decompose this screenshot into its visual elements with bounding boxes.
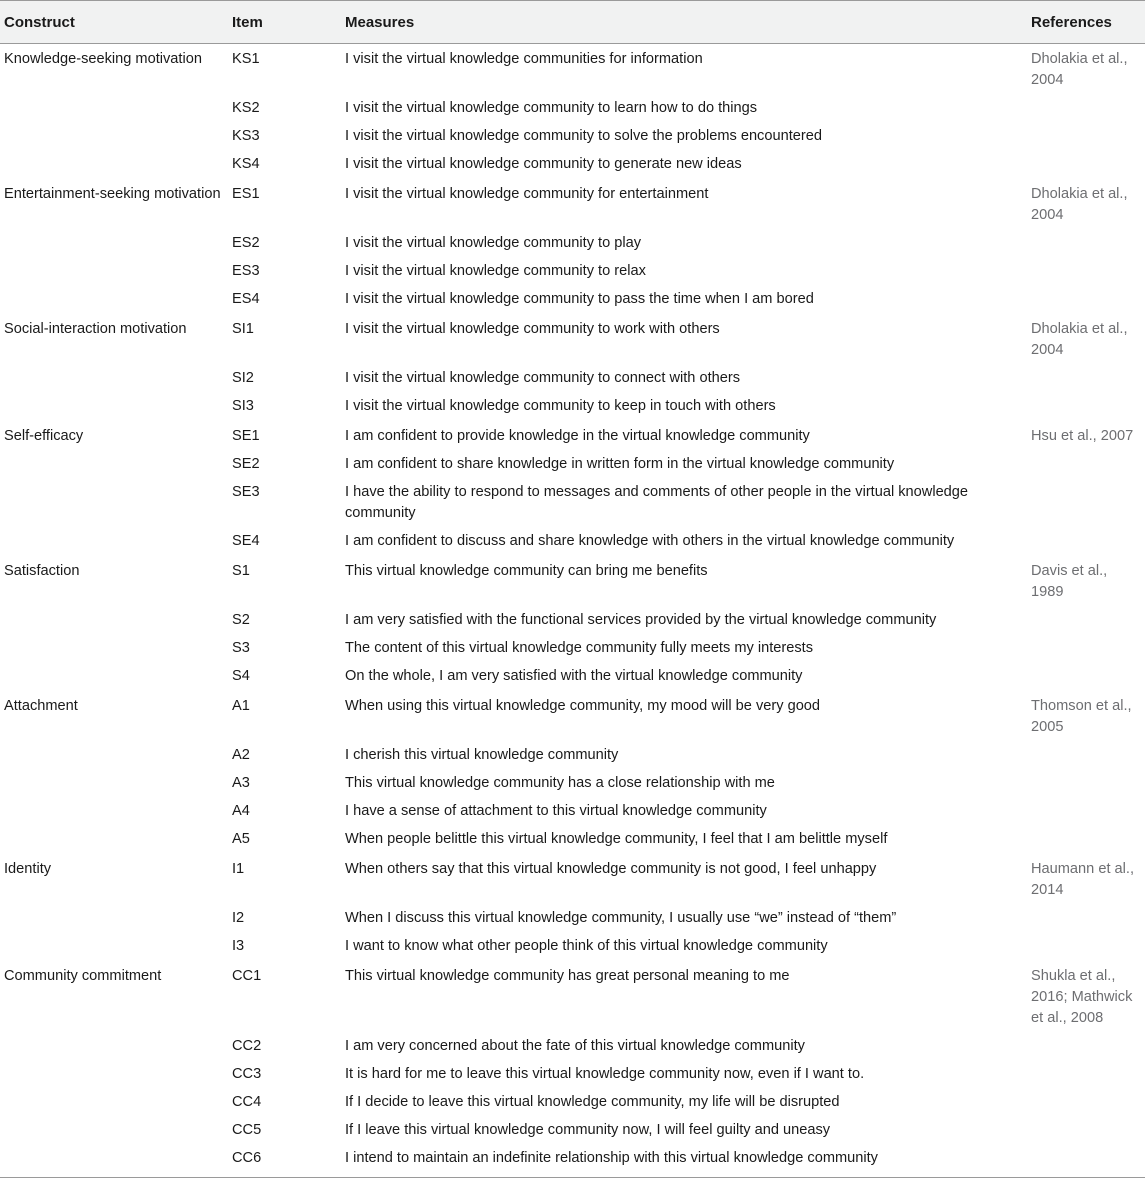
reference-cell	[1027, 663, 1145, 691]
table-row	[0, 607, 1145, 635]
construct-cell	[0, 663, 228, 691]
construct-cell	[0, 1117, 228, 1145]
table-row	[0, 1033, 1145, 1061]
reference-cell	[1027, 95, 1145, 123]
measure-cell: I am confident to discuss and share knowledge with others in the virtual knowledge community	[345, 533, 955, 549]
construct-cell: Entertainment-seeking motivation	[4, 186, 221, 202]
construct-cell	[0, 635, 228, 663]
construct-cell	[0, 258, 228, 286]
reference-cell	[1027, 770, 1145, 798]
table-row	[0, 961, 1145, 1033]
measure-cell: I have the ability to respond to messages and comments of other people in the virtual knowledge community	[345, 484, 969, 521]
reference-cell: Haumann et al., 2014	[1031, 861, 1135, 898]
construct-cell	[0, 905, 228, 933]
construct-cell	[0, 230, 228, 258]
item-cell: A5	[232, 831, 250, 847]
item-cell: S4	[232, 668, 250, 684]
measure-cell: I am confident to share knowledge in written form in the virtual knowledge community	[345, 456, 895, 472]
measure-cell: I visit the virtual knowledge community to learn how to do things	[345, 100, 758, 116]
table-row	[0, 421, 1145, 451]
measure-cell: I visit the virtual knowledge community to pass the time when I am bored	[345, 291, 814, 307]
reference-cell	[1027, 1145, 1145, 1177]
construct-cell	[0, 1061, 228, 1089]
construct-cell	[0, 451, 228, 479]
reference-cell	[1027, 607, 1145, 635]
measure-cell: I have a sense of attachment to this virtual knowledge community	[345, 803, 767, 819]
item-cell: CC6	[232, 1150, 262, 1166]
reference-cell	[1027, 393, 1145, 421]
item-cell: SE1	[232, 428, 260, 444]
table-row	[0, 286, 1145, 314]
measure-cell: I visit the virtual knowledge community to generate new ideas	[345, 156, 742, 172]
construct-cell: Satisfaction	[4, 563, 80, 579]
measure-cell: It is hard for me to leave this virtual knowledge community now, even if I want to.	[345, 1066, 865, 1082]
table-row	[0, 663, 1145, 691]
table-row	[0, 556, 1145, 607]
item-cell: A4	[232, 803, 250, 819]
reference-cell: Shukla et al., 2016; Mathwick et al., 2008	[1031, 968, 1133, 1026]
table-row	[0, 770, 1145, 798]
table-row	[0, 451, 1145, 479]
measure-cell: This virtual knowledge community can bring me benefits	[345, 563, 708, 579]
table-row	[0, 854, 1145, 905]
measure-cell: I cherish this virtual knowledge community	[345, 747, 619, 763]
measure-cell: I visit the virtual knowledge community to work with others	[345, 321, 720, 337]
table-row	[0, 258, 1145, 286]
table-row	[0, 742, 1145, 770]
reference-cell	[1027, 798, 1145, 826]
construct-cell	[0, 528, 228, 556]
table-body	[0, 44, 1145, 1178]
measure-cell: This virtual knowledge community has great personal meaning to me	[345, 968, 790, 984]
reference-cell: Dholakia et al., 2004	[1031, 186, 1128, 223]
construct-cell	[0, 123, 228, 151]
reference-cell	[1027, 151, 1145, 179]
table-row	[0, 635, 1145, 663]
item-cell: CC3	[232, 1066, 262, 1082]
table-row	[0, 230, 1145, 258]
header-references: References	[1027, 1, 1145, 44]
measure-cell: If I leave this virtual knowledge community now, I will feel guilty and uneasy	[345, 1122, 831, 1138]
item-cell: CC4	[232, 1094, 262, 1110]
table-row	[0, 151, 1145, 179]
construct-cell	[0, 798, 228, 826]
reference-cell	[1027, 123, 1145, 151]
reference-cell	[1027, 826, 1145, 854]
item-cell: ES2	[232, 235, 260, 251]
reference-cell	[1027, 905, 1145, 933]
table-row	[0, 826, 1145, 854]
measure-cell: This virtual knowledge community has a close relationship with me	[345, 775, 775, 791]
table-row	[0, 479, 1145, 528]
reference-cell	[1027, 451, 1145, 479]
table-row	[0, 95, 1145, 123]
measure-cell: I want to know what other people think of this virtual knowledge community	[345, 938, 828, 954]
item-cell: SE3	[232, 484, 260, 500]
measure-cell: I visit the virtual knowledge community for entertainment	[345, 186, 709, 202]
construct-cell	[0, 770, 228, 798]
table-row	[0, 44, 1145, 96]
construct-cell: Self-efficacy	[4, 428, 84, 444]
measure-cell: On the whole, I am very satisfied with the virtual knowledge community	[345, 668, 803, 684]
reference-cell	[1027, 1089, 1145, 1117]
construct-cell	[0, 365, 228, 393]
table-row	[0, 1089, 1145, 1117]
measure-cell: I am very concerned about the fate of this virtual knowledge community	[345, 1038, 805, 1054]
item-cell: SI1	[232, 321, 254, 337]
table-row	[0, 314, 1145, 365]
item-cell: SE4	[232, 533, 260, 549]
construct-cell	[0, 393, 228, 421]
reference-cell	[1027, 258, 1145, 286]
item-cell: A1	[232, 698, 250, 714]
table-row	[0, 1061, 1145, 1089]
construct-cell: Knowledge-seeking motivation	[4, 51, 202, 67]
measure-cell: I visit the virtual knowledge community to relax	[345, 263, 646, 279]
item-cell: SE2	[232, 456, 260, 472]
construct-cell	[0, 95, 228, 123]
reference-cell	[1027, 742, 1145, 770]
item-cell: A2	[232, 747, 250, 763]
table-row	[0, 393, 1145, 421]
construct-cell: Community commitment	[4, 968, 162, 984]
reference-cell	[1027, 1117, 1145, 1145]
construct-cell	[0, 742, 228, 770]
construct-cell: Social-interaction motivation	[4, 321, 187, 337]
construct-cell	[0, 286, 228, 314]
item-cell: ES1	[232, 186, 260, 202]
item-cell: CC1	[232, 968, 262, 984]
construct-cell	[0, 479, 228, 528]
reference-cell	[1027, 635, 1145, 663]
measure-cell: When people belittle this virtual knowledge community, I feel that I am belittle myself	[345, 831, 888, 847]
table-row	[0, 933, 1145, 961]
reference-cell: Davis et al., 1989	[1031, 563, 1108, 600]
construct-cell	[0, 933, 228, 961]
table-row	[0, 905, 1145, 933]
item-cell: ES3	[232, 263, 260, 279]
item-cell: S2	[232, 612, 250, 628]
construct-cell	[0, 607, 228, 635]
table-row	[0, 691, 1145, 742]
reference-cell: Thomson et al., 2005	[1031, 698, 1132, 735]
item-cell: A3	[232, 775, 250, 791]
measure-cell: I visit the virtual knowledge community to solve the problems encountered	[345, 128, 822, 144]
construct-cell	[0, 1089, 228, 1117]
item-cell: KS1	[232, 51, 260, 67]
item-cell: S3	[232, 640, 250, 656]
measure-cell: I am confident to provide knowledge in the virtual knowledge community	[345, 428, 810, 444]
header-measures: Measures	[341, 1, 1027, 44]
item-cell: KS3	[232, 128, 260, 144]
item-cell: KS4	[232, 156, 260, 172]
reference-cell	[1027, 528, 1145, 556]
measure-cell: When I discuss this virtual knowledge community, I usually use “we” instead of “them”	[345, 910, 897, 926]
item-cell: ES4	[232, 291, 260, 307]
table-row	[0, 798, 1145, 826]
reference-cell	[1027, 230, 1145, 258]
item-cell: KS2	[232, 100, 260, 116]
table-row	[0, 1145, 1145, 1177]
measure-cell: I visit the virtual knowledge communities for information	[345, 51, 703, 67]
item-cell: CC5	[232, 1122, 262, 1138]
reference-cell: Dholakia et al., 2004	[1031, 321, 1128, 358]
construct-cell	[0, 151, 228, 179]
reference-cell	[1027, 933, 1145, 961]
measure-cell: I intend to maintain an indefinite relationship with this virtual knowledge community	[345, 1150, 878, 1166]
table-row	[0, 179, 1145, 230]
measure-cell: I visit the virtual knowledge community to connect with others	[345, 370, 741, 386]
measure-cell: I am very satisfied with the functional services provided by the virtual knowledge community	[345, 612, 937, 628]
measure-cell: I visit the virtual knowledge community to play	[345, 235, 642, 251]
reference-cell: Hsu et al., 2007	[1031, 428, 1134, 444]
table-row	[0, 1117, 1145, 1145]
table-row	[0, 528, 1145, 556]
construct-cell	[0, 1033, 228, 1061]
table-row	[0, 123, 1145, 151]
header-item: Item	[228, 1, 341, 44]
construct-cell	[0, 1145, 228, 1177]
measure-cell: The content of this virtual knowledge community fully meets my interests	[345, 640, 814, 656]
construct-cell	[0, 826, 228, 854]
measure-cell: When others say that this virtual knowledge community is not good, I feel unhappy	[345, 861, 877, 877]
construct-cell: Attachment	[4, 698, 78, 714]
reference-cell	[1027, 1061, 1145, 1089]
header-construct: Construct	[0, 1, 228, 44]
measure-cell: When using this virtual knowledge community, my mood will be very good	[345, 698, 821, 714]
table-row	[0, 365, 1145, 393]
item-cell: CC2	[232, 1038, 262, 1054]
reference-cell	[1027, 286, 1145, 314]
header-row	[0, 1, 1145, 44]
table-header	[0, 1, 1145, 44]
construct-cell: Identity	[4, 861, 52, 877]
reference-cell: Dholakia et al., 2004	[1031, 51, 1128, 88]
item-cell: SI2	[232, 370, 254, 386]
measure-cell: If I decide to leave this virtual knowledge community, my life will be disrupted	[345, 1094, 840, 1110]
item-cell: S1	[232, 563, 250, 579]
item-cell: I2	[232, 910, 245, 926]
reference-cell	[1027, 1033, 1145, 1061]
item-cell: I1	[232, 861, 245, 877]
reference-cell	[1027, 479, 1145, 528]
measure-cell: I visit the virtual knowledge community to keep in touch with others	[345, 398, 776, 414]
reference-cell	[1027, 365, 1145, 393]
item-cell: SI3	[232, 398, 254, 414]
item-cell: I3	[232, 938, 245, 954]
